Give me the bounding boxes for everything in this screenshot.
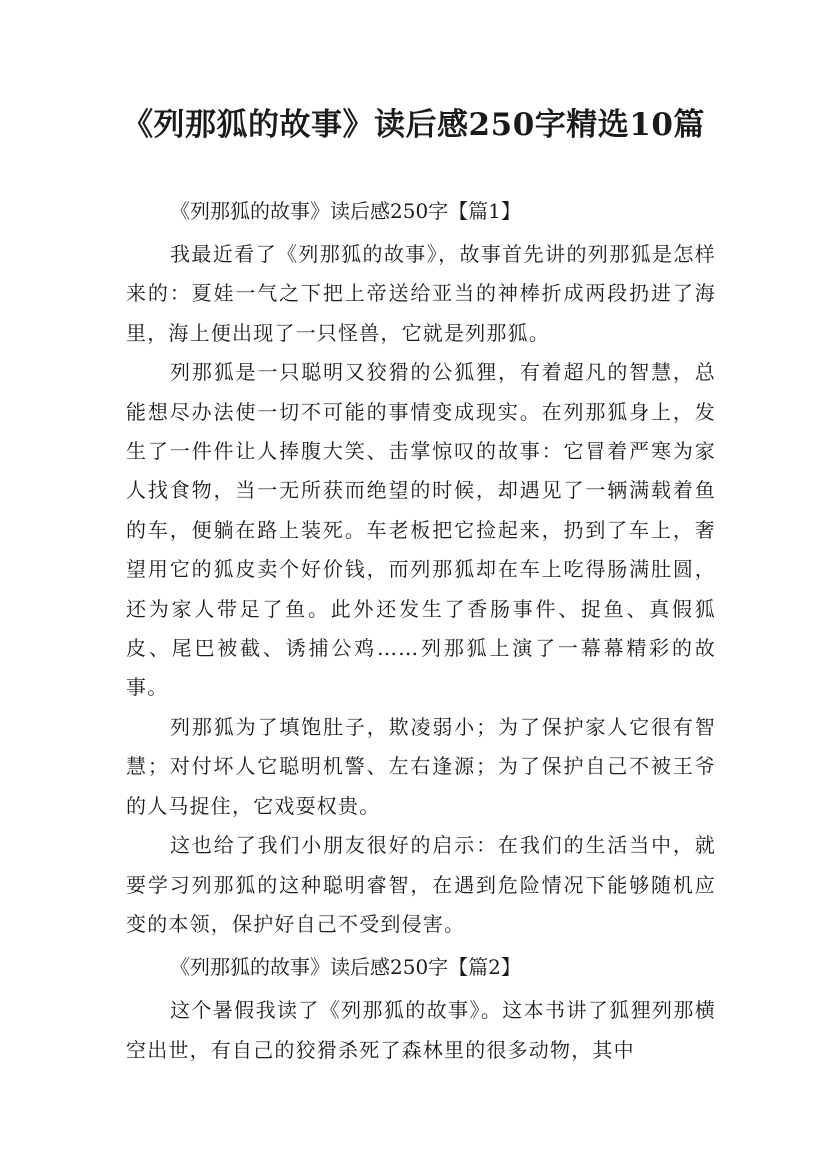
section-1 <box>126 188 716 944</box>
document-body <box>126 188 716 1070</box>
paragraph: 这也给了我们小朋友很好的启示：在我们的生活当中，就要学习列那狐的这种聪明睿智，在遇到危险情况下能够随机应变的本领，保护好自己不受到侵害。 <box>126 833 716 936</box>
section-heading: 《列那狐的故事》读后感250字【篇1】 <box>170 199 521 223</box>
document-title: 《列那狐的故事》读后感250字精选10篇 <box>122 107 705 143</box>
paragraph: 列那狐为了填饱肚子，欺凌弱小；为了保护家人它很有智慧；对付坏人它聪明机警、左右逢源；为了保护自己不被王爷的人马捉住，它戏耍权贵。 <box>126 714 716 818</box>
paragraph: 列那狐是一只聪明又狡猾的公狐狸，有着超凡的智慧，总能想尽办法使一切不可能的事情变成现实。在列那狐身上，发生了一件件让人捧腹大笑、击掌惊叹的故事：它冒着严寒为家人找食物，当一无所获而绝望的时候，却遇见了一辆满载着鱼的车，便躺在路上装死。车老板把它捡起来，扔到了车上，奢望用它的狐皮卖个好价钱，而列那狐却在车上吃得肠满肚圆，还为家人带足了鱼。此外还发生了香肠事件、捉鱼、真假狐皮、尾巴被截、诱捕公鸡……列那狐上演了一幕幕精彩的故事。 <box>126 360 716 700</box>
section-2 <box>126 944 716 1070</box>
paragraph: 我最近看了《列那狐的故事》，故事首先讲的列那狐是怎样来的：夏娃一气之下把上帝送给亚当的神棒折成两段扔进了海里，海上便出现了一只怪兽，它就是列那狐。 <box>126 242 716 345</box>
section-heading: 《列那狐的故事》读后感250字【篇2】 <box>170 955 521 980</box>
paragraph: 这个暑假我读了《列那狐的故事》。这本书讲了狐狸列那横空出世，有自己的狡猾杀死了森林里的很多动物，其中 <box>126 998 716 1062</box>
